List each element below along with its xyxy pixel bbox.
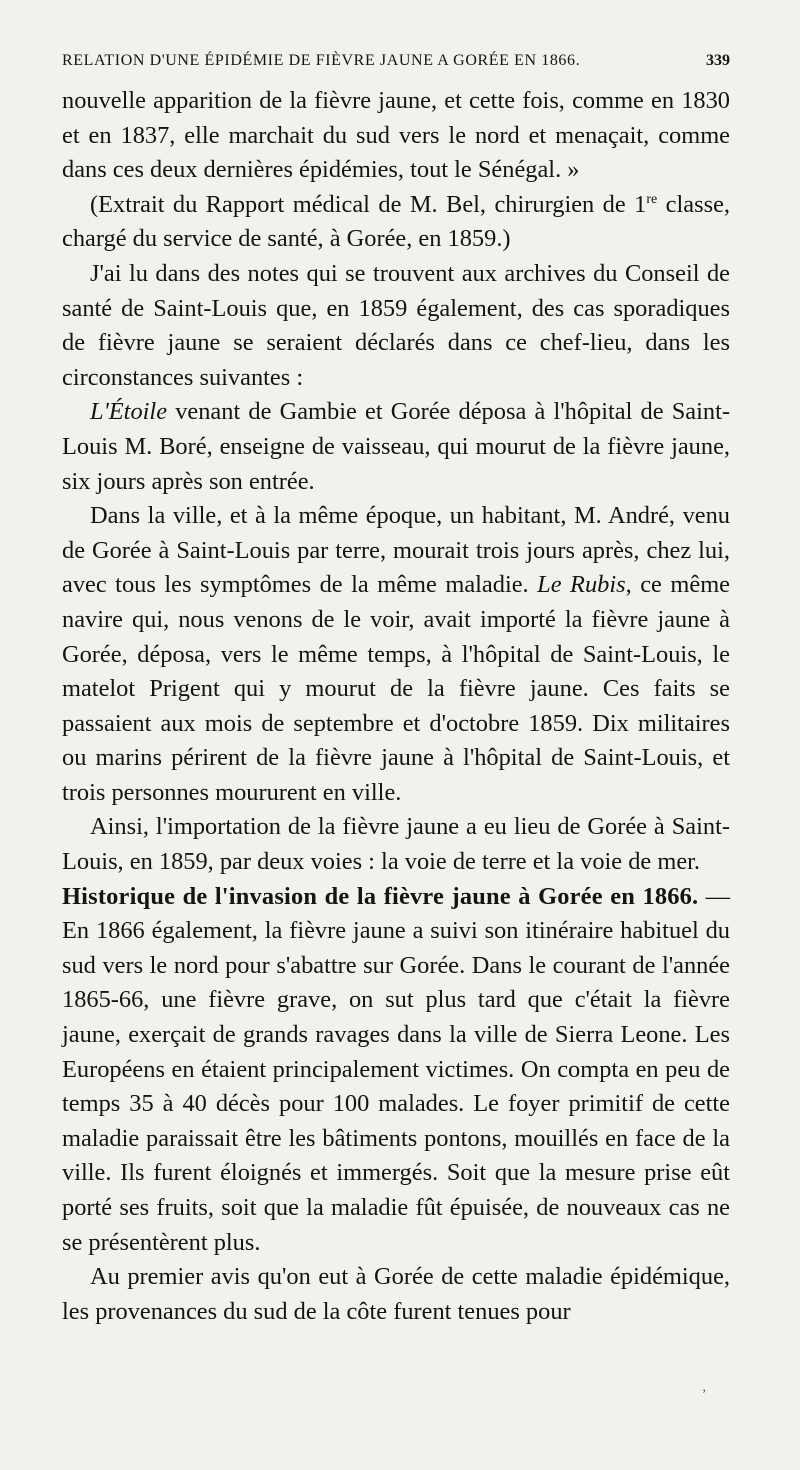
section-heading: Historique de l'invasion de la fièvre jaune à Gorée en 1866. (62, 882, 699, 910)
paragraph-citation (62, 188, 730, 257)
ship-name-etoile: L'Étoile (90, 398, 168, 426)
paragraph-etoile (62, 395, 730, 499)
paragraph-archives: J'ai lu dans des notes qui se trouvent aux archives du Conseil de santé de Saint-Louis que, en 1859 également, des cas sporadiques de fièvre jaune se seraient déclarés dans ce chef-lieu, dans les circonstances suivantes : (62, 259, 730, 391)
running-head (62, 52, 730, 70)
paragraph-andre-text-b: , ce même navire qui, nous venons de le voir, avait importé la fièvre jaune à Gorée, déposa, vers le même temps, à l'hôpital de Saint-Louis, le matelot Prigent qui y mourut de la fièvre jaune. Ces faits se passaient aux mois de septembre et d'octobre 1859. Dix militaires ou marins périrent de la fièvre jaune à l'hôpital de Saint-Louis, et trois personnes moururent en ville. (62, 571, 730, 806)
paragraph-andre (62, 499, 730, 810)
paragraph-premier-avis: Au premier avis qu'on eut à Gorée de cette maladie épidémique, les provenances du sud de la côte furent tenues pour (62, 1263, 730, 1325)
paragraph-historique-text: — En 1866 également, la fièvre jaune a suivi son itinéraire habituel du sud vers le nord pour s'abattre sur Gorée. Dans le courant de l'année 1865-66, une fièvre grave, on sut plus tard que c'était la fièvre jaune, exerçait de grands ravages dans la ville de Sierra Leone. Les Européens en étaient principalement victimes. On compta en peu de temps 35 à 40 décès pour 100 malades. Le foyer primitif de cette maladie paraissait être les bâtiments pontons, mouillés en face de la ville. Ils furent éloignés et immergés. Soit que la mesure prise eût porté ses fruits, soit que la maladie fût épuisée, de nouveaux cas ne se présentèrent plus. (62, 882, 730, 1256)
citation-text-b: classe, chargé du service de santé, à Gorée, en 1859.) (62, 190, 731, 253)
page-number: 339 (706, 52, 730, 69)
body-text (62, 84, 730, 1329)
paragraph-andre-text-a: Dans la ville, et à la même époque, un habitant, M. André, venu de Gorée à Saint-Louis par terre, mourait trois jours après, chez lui, avec tous les symptômes de la même maladie. (62, 502, 730, 599)
margin-speck: , (702, 1380, 706, 1395)
paragraph-historique (62, 880, 730, 1261)
running-title: RELATION D'UNE ÉPIDÉMIE DE FIÈVRE JAUNE A GORÉE EN 1866. (62, 52, 581, 69)
paragraph-ainsi: Ainsi, l'importation de la fièvre jaune a eu lieu de Gorée à Saint-Louis, en 1859, par deux voies : la voie de terre et la voie de mer. (62, 813, 730, 876)
ordinal-superscript: re (646, 191, 658, 207)
paragraph-continuation: nouvelle apparition de la fièvre jaune, et cette fois, comme en 1830 et en 1837, elle marchait du sud vers le nord et menaçait, comme dans ces deux dernières épidémies, tout le Sénégal. » (62, 87, 730, 184)
ship-name-rubis: Le Rubis (537, 571, 626, 599)
citation-text-a: (Extrait du Rapport médical de M. Bel, chirurgien de 1 (90, 190, 647, 218)
paragraph-etoile-text: venant de Gambie et Gorée déposa à l'hôpital de Saint-Louis M. Boré, enseigne de vaisseau, qui mourut de la fièvre jaune, six jours après son entrée. (62, 398, 730, 495)
